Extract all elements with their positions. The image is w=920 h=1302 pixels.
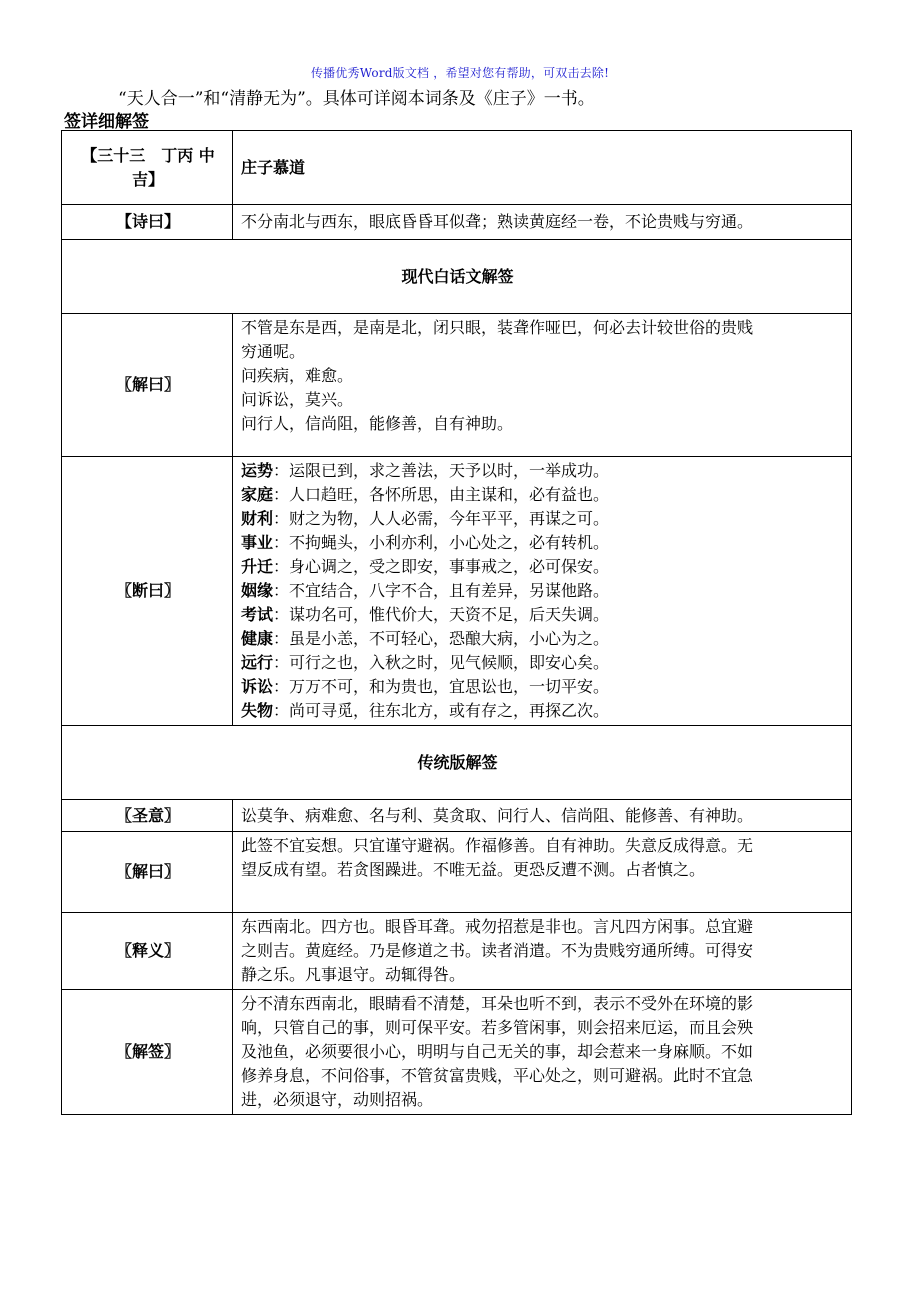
poem-row <box>62 205 852 240</box>
modern-jie-label: 〖解曰〗 <box>62 314 233 457</box>
lot-number-line2: 吉】 <box>131 169 164 189</box>
text-line: 响，只管自己的事，则可保平安。若多管闲事，则会招来厄运，而且会殃 <box>241 1018 754 1037</box>
modern-jie-text <box>233 314 852 457</box>
modern-header-row <box>62 240 852 314</box>
lot-title-row <box>62 131 852 205</box>
shiyi-label: 〖释义〗 <box>62 913 233 990</box>
fortune-item-susong <box>241 675 845 699</box>
text-line: 问诉讼，莫兴。 <box>241 390 354 409</box>
fortune-key: 家庭 <box>241 485 274 504</box>
fortune-key: 健康 <box>241 629 274 648</box>
modern-jie-row <box>62 314 852 457</box>
text-line: 及池鱼，必须要很小心，明明与自己无关的事，却会惹来一身麻顺。不如 <box>241 1042 754 1061</box>
shengyi-row <box>62 800 852 832</box>
fortune-text: ：虽是小恙，不可轻心，恐酿大病，小心为之。 <box>273 629 610 648</box>
jieqian-text <box>233 990 852 1115</box>
fortune-key: 财利 <box>241 509 274 528</box>
fortune-item-shiye <box>241 531 845 555</box>
text-line: 静之乐。凡事退守。动辄得咎。 <box>241 965 466 984</box>
jieqian-label: 〖解签〗 <box>62 990 233 1115</box>
modern-duan-row <box>62 457 852 726</box>
fortune-item-jiating <box>241 483 845 507</box>
fortune-text: ：财之为物，人人必需，今年平平，再谋之可。 <box>273 509 610 528</box>
lot-number-cell <box>62 131 233 205</box>
traditional-header: 传统版解签 <box>62 726 852 800</box>
fortune-text: ：身心调之，受之即安，事事戒之，必可保安。 <box>273 557 610 576</box>
text-line: 之则吉。黄庭经。乃是修道之书。读者消遣。不为贵贱穷通所缚。可得安 <box>241 941 754 960</box>
modern-duan-label: 〖断曰〗 <box>62 457 233 726</box>
lot-number-line1: 【三十三 丁丙 中 <box>81 145 215 165</box>
fortune-key: 失物 <box>241 701 274 720</box>
fortune-item-shengqian <box>241 555 845 579</box>
text-line: 望反成有望。若贪图躁进。不唯无益。更恐反遭不测。占者慎之。 <box>241 860 706 879</box>
shiyi-text <box>233 913 852 990</box>
fortune-key: 事业 <box>241 533 274 552</box>
traditional-jie-label: 〖解曰〗 <box>62 832 233 913</box>
text-line: 东西南北。四方也。眼昏耳聋。戒勿招惹是非也。言凡四方闲事。总宜避 <box>241 917 754 936</box>
intro-line: “天人合一”和“清静无为”。具体可详阅本词条及《庄子》一书。 <box>118 89 595 109</box>
text-line: 修养身息，不问俗事，不管贫富贵贱，平心处之，则可避祸。此时不宜急 <box>241 1066 754 1085</box>
fortune-text: ：谋功名可，惟代价大，天资不足，后天失调。 <box>273 605 610 624</box>
text-line: 穷通呢。 <box>241 342 306 361</box>
shiyi-row <box>62 913 852 990</box>
fortune-key: 远行 <box>241 653 274 672</box>
jieqian-row <box>62 990 852 1115</box>
fortune-key: 考试 <box>241 605 274 624</box>
fortune-key: 姻缘 <box>241 581 274 600</box>
fortune-text: ：不拘蝇头，小利亦利，小心处之，必有转机。 <box>273 533 610 552</box>
fortune-text: ：可行之也，入秋之时，见气候顺，即安心矣。 <box>273 653 610 672</box>
poem-label: 【诗曰】 <box>62 205 233 240</box>
fortune-item-kaoshi <box>241 603 845 627</box>
text-line: 分不清东西南北，眼睛看不清楚，耳朵也听不到，表示不受外在环境的影 <box>241 994 754 1013</box>
text-line: 进，必须退守，动则招祸。 <box>241 1090 434 1109</box>
fortune-text: ：运限已到，求之善法，天予以时，一举成功。 <box>273 461 610 480</box>
fortune-text: ：尚可寻觅，往东北方，或有存之，再探乙次。 <box>273 701 610 720</box>
text-line: 不管是东是西，是南是北，闭只眼，装聋作哑巴，何必去计较世俗的贵贱 <box>241 318 754 337</box>
document-banner[interactable]: 传播优秀Word版文档 ，希望对您有帮助，可双击去除! <box>310 66 610 80</box>
fortune-text: ：万万不可，和为贵也，宜思讼也，一切平安。 <box>273 677 610 696</box>
fortune-item-shiwu <box>241 699 845 723</box>
shengyi-label: 〖圣意〗 <box>62 800 233 832</box>
traditional-header-row <box>62 726 852 800</box>
modern-duan-list <box>233 457 852 726</box>
fortune-key: 运势 <box>241 461 274 480</box>
shengyi-text: 讼莫争、病难愈、名与利、莫贪取、问行人、信尚阻、能修善、有神助。 <box>233 800 852 832</box>
traditional-jie-text <box>233 832 852 913</box>
fortune-text: ：不宜结合，八字不合，且有差异，另谋他路。 <box>273 581 610 600</box>
fortune-text: ：人口趋旺，各怀所思，由主谋和，必有益也。 <box>273 485 610 504</box>
fortune-item-yunshi <box>241 459 845 483</box>
modern-header: 现代白话文解签 <box>62 240 852 314</box>
fortune-item-yuanxing <box>241 651 845 675</box>
lot-title: 庄子慕道 <box>233 131 852 205</box>
fortune-item-jiankang <box>241 627 845 651</box>
text-line: 问疾病，难愈。 <box>241 366 354 385</box>
fortune-key: 升迁 <box>241 557 274 576</box>
fortune-key: 诉讼 <box>241 677 274 696</box>
section-heading: 签详细解签 <box>64 112 149 132</box>
text-line: 问行人，信尚阻，能修善，自有神助。 <box>241 414 514 433</box>
poem-text: 不分南北与西东，眼底昏昏耳似聋；熟读黄庭经一卷，不论贵贱与穷通。 <box>233 205 852 240</box>
text-line: 此签不宜妄想。只宜谨守避祸。作福修善。自有神助。失意反成得意。无 <box>241 836 754 855</box>
lot-table <box>61 130 852 1115</box>
fortune-item-caili <box>241 507 845 531</box>
fortune-item-yinyuan <box>241 579 845 603</box>
traditional-jie-row <box>62 832 852 913</box>
